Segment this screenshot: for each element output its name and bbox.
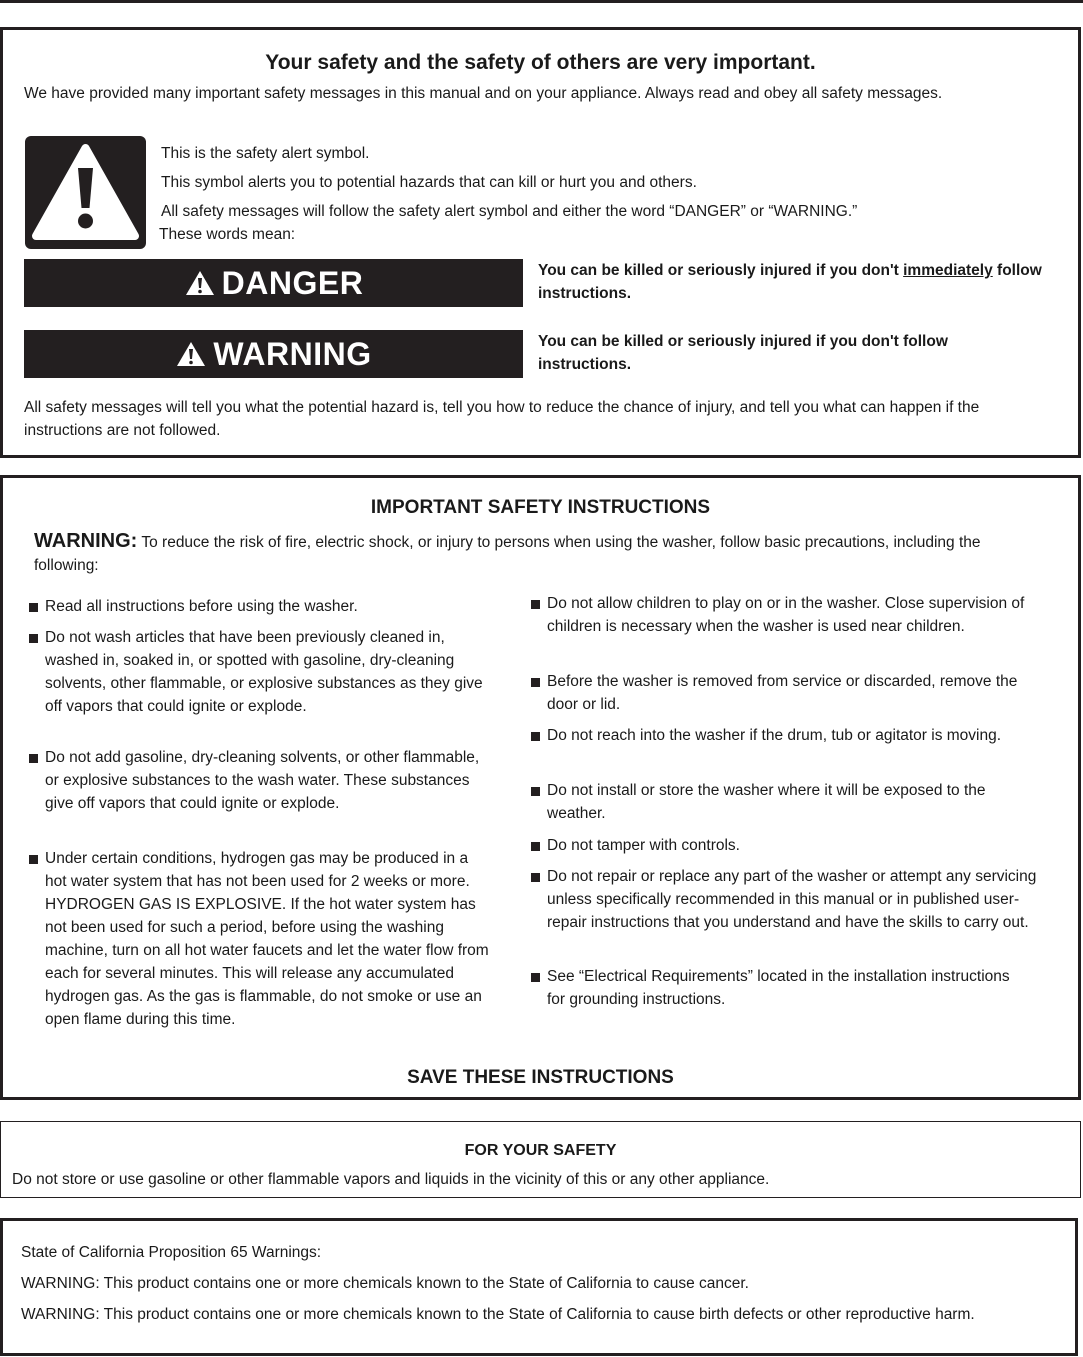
save-instructions-heading: SAVE THESE INSTRUCTIONS: [407, 1067, 674, 1088]
list-item: Do not tamper with controls.: [531, 834, 1051, 857]
danger-description: You can be killed or seriously injured if you don't immediately follow instructions.: [538, 262, 1042, 302]
prop65-birth-defect-warning: WARNING: This product contains one or more chemicals known to the State of California to cause birth defects or other reproductive harm.: [21, 1306, 975, 1323]
instructions-title: IMPORTANT SAFETY INSTRUCTIONS: [370, 497, 711, 518]
bullet-square-icon: [29, 634, 38, 643]
bullet-square-icon: [531, 787, 540, 796]
list-item: Do not add gasoline, dry-cleaning solvents, or other flammable, or explosive substances to the wash water. These substances give off vapors that could ignite or explode.: [29, 746, 491, 815]
safety-intro-footer: All safety messages will tell you what the potential hazard is, tell you how to reduce the chance of injury, and tell you what can happen if the instructions are not followed.: [24, 399, 980, 439]
prop65-cancer-warning: WARNING: This product contains one or more chemicals known to the State of California to cause cancer.: [21, 1275, 749, 1292]
warning-word: WARNING: [213, 335, 372, 372]
list-item: Do not reach into the washer if the drum, tub or agitator is moving.: [531, 724, 1031, 747]
list-item: Do not install or store the washer where it will be exposed to the weather.: [531, 779, 1041, 825]
list-item: See “Electrical Requirements” located in the installation instructions for grounding instructions.: [531, 965, 1021, 1011]
list-item: Read all instructions before using the washer.: [29, 595, 479, 618]
list-item: Do not allow children to play on or in the washer. Close supervision of children is necessary when the washer is used near children.: [531, 592, 1051, 638]
warning-signal-bar: [24, 330, 523, 378]
bullet-square-icon: [531, 973, 540, 982]
symbol-line-4: These words mean:: [159, 226, 296, 243]
prop65-heading: State of California Proposition 65 Warnings:: [21, 1244, 322, 1261]
symbol-line-1: This is the safety alert symbol.: [161, 145, 370, 162]
list-item: Before the washer is removed from service or discarded, remove the door or lid.: [531, 670, 1051, 716]
safety-intro-box: [0, 27, 1081, 458]
list-item: Do not wash articles that have been previously cleaned in, washed in, soaked in, or spotted with gasoline, dry-cleaning solvents, other flammable, or explosive substances as they give off vapors that could ignite or explode.: [29, 626, 491, 718]
for-your-safety-title: FOR YOUR SAFETY: [464, 1142, 617, 1159]
symbol-line-2: This symbol alerts you to potential hazards that can kill or hurt you and others.: [161, 174, 697, 191]
danger-signal-bar: [24, 259, 523, 307]
instructions-warning: WARNING: To reduce the risk of fire, electric shock, or injury to persons when using the washer, follow basic precautions, including the following:: [34, 530, 981, 574]
bullet-square-icon: [29, 603, 38, 612]
bullet-square-icon: [29, 754, 38, 763]
safety-intro-title: Your safety and the safety of others are very important.: [265, 51, 816, 74]
danger-alert-icon: [184, 269, 216, 297]
top-rule: [0, 0, 1083, 3]
bullet-square-icon: [531, 600, 540, 609]
symbol-line-3: All safety messages will follow the safety alert symbol and either the word “DANGER” or “WARNING.”: [161, 203, 858, 220]
bullet-square-icon: [531, 732, 540, 741]
for-your-safety-box: [0, 1121, 1081, 1198]
bullet-square-icon: [29, 855, 38, 864]
prop65-box: [0, 1218, 1078, 1356]
list-item: Do not repair or replace any part of the washer or attempt any servicing unless specifically recommended in this manual or in published user-repair instructions that you understand and have the skills to carry out.: [531, 865, 1051, 934]
danger-word: DANGER: [221, 264, 364, 301]
warning-description: You can be killed or seriously injured if you don't follow instructions.: [538, 333, 948, 373]
bullet-square-icon: [531, 873, 540, 882]
list-item: Under certain conditions, hydrogen gas may be produced in a hot water system that has not been used for 2 weeks or more. HYDROGEN GAS IS EXPLOSIVE. If the hot water system has not been used for such a period, before using the washing machine, turn on all hot water faucets and let the water flow from each for several minutes. This will release any accumulated hydrogen gas. As the gas is flammable, do not smoke or use an open flame during this time.: [29, 847, 491, 1031]
bullet-square-icon: [531, 678, 540, 687]
important-safety-instructions-box: [0, 475, 1081, 1100]
for-your-safety-text: Do not store or use gasoline or other flammable vapors and liquids in the vicinity of this or any other appliance.: [12, 1171, 770, 1188]
warning-alert-icon: [175, 340, 207, 368]
bullet-square-icon: [531, 842, 540, 851]
safety-alert-symbol-icon: [25, 136, 146, 249]
safety-intro-text: We have provided many important safety messages in this manual and on your appliance. Always read and obey all safety messages.: [24, 85, 943, 102]
